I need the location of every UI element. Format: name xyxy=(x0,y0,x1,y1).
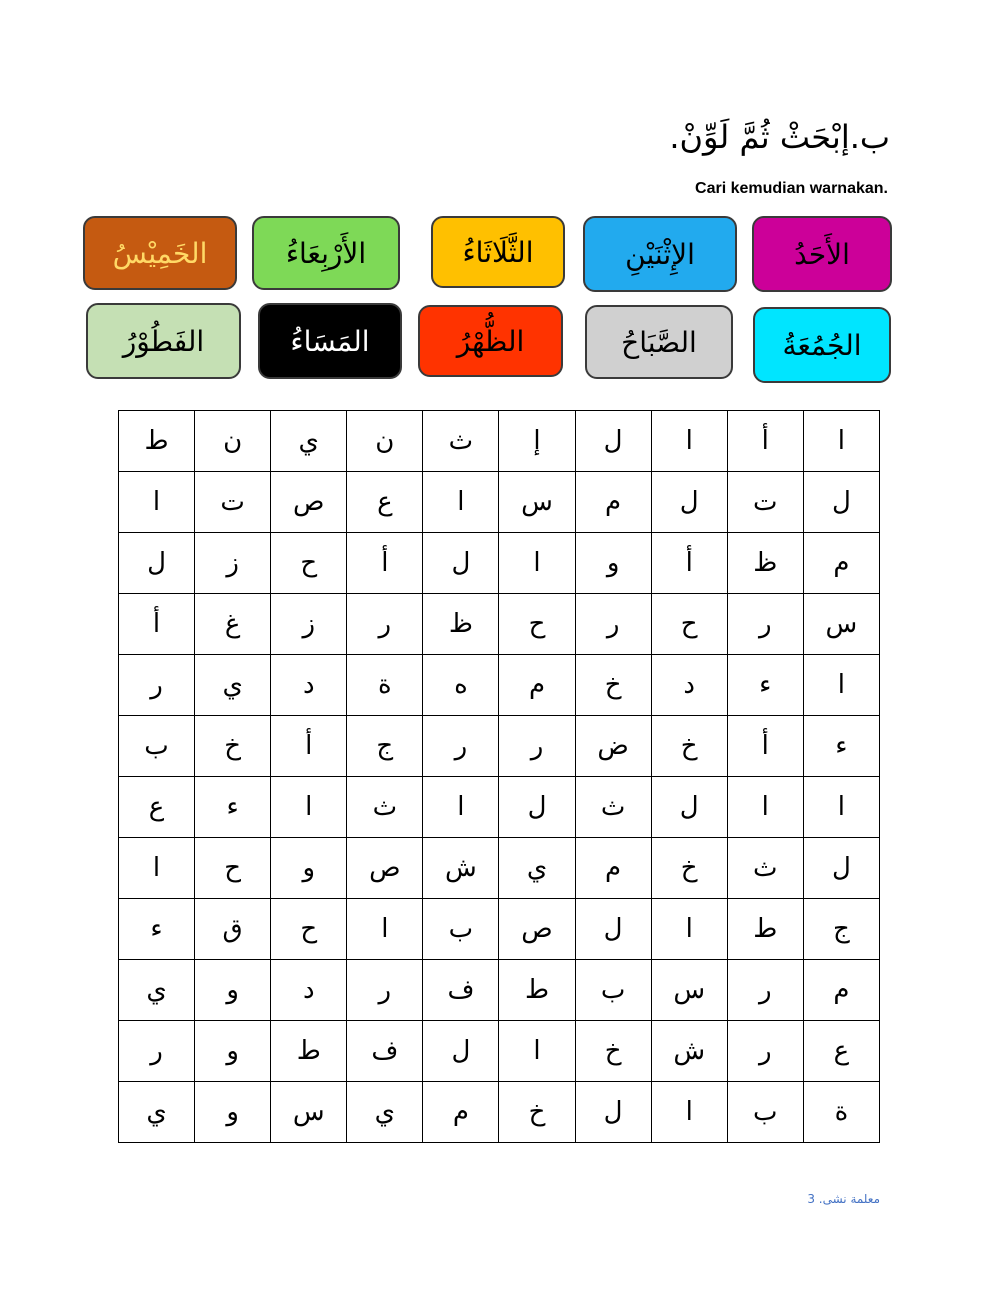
grid-cell[interactable]: م xyxy=(803,533,879,594)
word-label: الثَّلَاثَاءُ xyxy=(462,235,534,269)
grid-cell[interactable]: ر xyxy=(347,594,423,655)
grid-cell[interactable]: و xyxy=(575,533,651,594)
grid-cell[interactable]: ض xyxy=(575,716,651,777)
grid-cell[interactable]: ل xyxy=(651,777,727,838)
grid-row xyxy=(119,533,880,594)
grid-cell[interactable]: ح xyxy=(651,594,727,655)
grid-cell[interactable]: ج xyxy=(803,899,879,960)
grid-cell[interactable]: م xyxy=(499,655,575,716)
word-box-tengahari xyxy=(418,305,563,377)
grid-cell[interactable]: ع xyxy=(803,1021,879,1082)
word-box-isnin xyxy=(583,216,737,292)
grid-cell[interactable]: أ xyxy=(727,411,803,472)
grid-cell[interactable]: ز xyxy=(195,533,271,594)
grid-cell[interactable]: ا xyxy=(803,655,879,716)
grid-row xyxy=(119,777,880,838)
word-search-grid xyxy=(118,410,880,1143)
word-label: الأَرْبِعَاءُ xyxy=(285,236,367,270)
grid-cell[interactable]: ف xyxy=(347,1021,423,1082)
grid-cell[interactable]: س xyxy=(499,472,575,533)
grid-cell[interactable]: د xyxy=(651,655,727,716)
grid-cell[interactable]: ب xyxy=(575,960,651,1021)
word-label: الإِثْنَيْنِ xyxy=(625,237,695,271)
grid-cell[interactable]: ل xyxy=(651,472,727,533)
grid-cell[interactable]: ء xyxy=(803,716,879,777)
grid-cell[interactable]: ل xyxy=(423,533,499,594)
grid-cell[interactable]: خ xyxy=(575,1021,651,1082)
word-box-jumaat xyxy=(753,307,891,383)
grid-cell[interactable]: م xyxy=(575,838,651,899)
word-label: الخَمِيْسُ xyxy=(112,236,208,270)
word-box-ahad xyxy=(752,216,892,292)
grid-cell[interactable]: ح xyxy=(271,533,347,594)
grid-cell[interactable]: ر xyxy=(727,1021,803,1082)
grid-cell[interactable]: خ xyxy=(195,716,271,777)
grid-cell[interactable]: ل xyxy=(575,411,651,472)
grid-cell[interactable]: إ xyxy=(499,411,575,472)
grid-row xyxy=(119,472,880,533)
grid-cell[interactable]: ث xyxy=(423,411,499,472)
grid-cell[interactable]: خ xyxy=(575,655,651,716)
grid-cell[interactable]: ح xyxy=(499,594,575,655)
grid-cell[interactable]: خ xyxy=(499,1082,575,1143)
grid-cell[interactable]: ر xyxy=(727,960,803,1021)
grid-row xyxy=(119,838,880,899)
grid-cell[interactable]: و xyxy=(195,1021,271,1082)
word-label: الصَّبَاحُ xyxy=(621,325,697,359)
grid-cell[interactable]: ا xyxy=(803,777,879,838)
grid-cell[interactable]: ر xyxy=(499,716,575,777)
grid-cell[interactable]: ر xyxy=(119,1021,195,1082)
grid-cell[interactable]: ز xyxy=(271,594,347,655)
grid-cell[interactable]: ث xyxy=(347,777,423,838)
grid-cell[interactable]: ر xyxy=(347,960,423,1021)
grid-cell[interactable]: غ xyxy=(195,594,271,655)
grid-cell[interactable]: أ xyxy=(271,716,347,777)
grid-cell[interactable]: ر xyxy=(727,594,803,655)
word-label: الفَطُوْرُ xyxy=(122,324,205,358)
grid-cell[interactable]: ه xyxy=(423,655,499,716)
word-box-rabu xyxy=(252,216,400,290)
grid-cell[interactable]: ص xyxy=(271,472,347,533)
word-box-petang xyxy=(258,303,402,379)
grid-cell[interactable]: ط xyxy=(271,1021,347,1082)
grid-cell[interactable]: ط xyxy=(727,899,803,960)
grid-cell[interactable]: ث xyxy=(575,777,651,838)
grid-cell[interactable]: ي xyxy=(195,655,271,716)
grid-cell[interactable]: ب xyxy=(727,1082,803,1143)
grid-cell[interactable]: ب xyxy=(119,716,195,777)
grid-cell[interactable]: ا xyxy=(499,533,575,594)
grid-cell[interactable]: ظ xyxy=(423,594,499,655)
grid-cell[interactable]: س xyxy=(651,960,727,1021)
grid-cell[interactable]: أ xyxy=(347,533,423,594)
grid-cell[interactable]: ح xyxy=(271,899,347,960)
grid-row xyxy=(119,1021,880,1082)
grid-row xyxy=(119,960,880,1021)
word-label: الجُمُعَةُ xyxy=(782,328,862,362)
grid-cell[interactable]: ي xyxy=(119,960,195,1021)
grid-cell[interactable]: ة xyxy=(347,655,423,716)
grid-cell[interactable]: ا xyxy=(347,899,423,960)
grid-cell[interactable]: ل xyxy=(575,899,651,960)
word-label: المَسَاءُ xyxy=(290,324,370,358)
word-label: الظُّهْرُ xyxy=(456,324,525,358)
grid-cell[interactable]: س xyxy=(271,1082,347,1143)
grid-cell[interactable]: ل xyxy=(803,838,879,899)
grid-cell[interactable]: ع xyxy=(119,777,195,838)
grid-cell[interactable]: خ xyxy=(651,716,727,777)
grid-cell[interactable]: ن xyxy=(347,411,423,472)
grid-cell[interactable]: أ xyxy=(651,533,727,594)
exercise-title: ب.إبْحَثْ ثُمَّ لَوِّنْ. xyxy=(669,118,890,156)
grid-cell[interactable]: م xyxy=(803,960,879,1021)
grid-cell[interactable]: ح xyxy=(195,838,271,899)
grid-cell[interactable]: ن xyxy=(195,411,271,472)
grid-cell[interactable]: ا xyxy=(727,777,803,838)
grid-cell[interactable]: م xyxy=(575,472,651,533)
grid-cell[interactable]: د xyxy=(271,960,347,1021)
grid-cell[interactable]: ا xyxy=(651,1082,727,1143)
grid-cell[interactable]: ي xyxy=(347,1082,423,1143)
grid-cell[interactable]: ب xyxy=(423,899,499,960)
grid-cell[interactable]: و xyxy=(195,1082,271,1143)
grid-cell[interactable]: ا xyxy=(803,411,879,472)
grid-cell[interactable]: ظ xyxy=(727,533,803,594)
grid-cell[interactable]: ف xyxy=(423,960,499,1021)
grid-cell[interactable]: ا xyxy=(423,472,499,533)
grid-cell[interactable]: ل xyxy=(423,1021,499,1082)
grid-cell[interactable]: ر xyxy=(119,655,195,716)
grid-cell[interactable]: ل xyxy=(499,777,575,838)
grid-cell[interactable]: س xyxy=(803,594,879,655)
grid-cell[interactable]: ث xyxy=(727,838,803,899)
grid-cell[interactable]: ط xyxy=(119,411,195,472)
grid-cell[interactable]: ة xyxy=(803,1082,879,1143)
word-box-sarapan xyxy=(86,303,241,379)
grid-cell[interactable]: ا xyxy=(499,1021,575,1082)
grid-cell[interactable]: ا xyxy=(119,838,195,899)
grid-cell[interactable]: ر xyxy=(423,716,499,777)
grid-cell[interactable]: ي xyxy=(499,838,575,899)
grid-cell[interactable]: ل xyxy=(119,533,195,594)
grid-cell[interactable]: ء xyxy=(727,655,803,716)
grid-cell[interactable]: ل xyxy=(575,1082,651,1143)
grid-cell[interactable]: ق xyxy=(195,899,271,960)
grid-cell[interactable]: ج xyxy=(347,716,423,777)
grid-cell[interactable]: ر xyxy=(575,594,651,655)
grid-cell[interactable]: ا xyxy=(651,411,727,472)
grid-cell[interactable]: ي xyxy=(271,411,347,472)
grid-cell[interactable]: ص xyxy=(499,899,575,960)
word-box-pagi xyxy=(585,305,733,379)
footer-credit: 3 .معلمة نشى xyxy=(807,1192,880,1206)
grid-row xyxy=(119,411,880,472)
grid-cell[interactable]: خ xyxy=(651,838,727,899)
grid-cell[interactable]: ل xyxy=(803,472,879,533)
grid-cell[interactable]: ا xyxy=(119,472,195,533)
grid-cell[interactable]: و xyxy=(271,838,347,899)
grid-cell[interactable]: ط xyxy=(499,960,575,1021)
grid-cell[interactable]: ش xyxy=(651,1021,727,1082)
word-box-selasa xyxy=(431,216,565,288)
grid-row xyxy=(119,899,880,960)
grid-cell[interactable]: ت xyxy=(195,472,271,533)
grid-cell[interactable]: ص xyxy=(347,838,423,899)
grid-cell[interactable]: و xyxy=(195,960,271,1021)
grid-cell[interactable]: أ xyxy=(727,716,803,777)
grid-cell[interactable]: أ xyxy=(119,594,195,655)
grid-cell[interactable]: م xyxy=(423,1082,499,1143)
grid-cell[interactable]: ع xyxy=(347,472,423,533)
grid-cell[interactable]: د xyxy=(271,655,347,716)
word-box-khamis xyxy=(83,216,237,290)
grid-row xyxy=(119,1082,880,1143)
grid-row xyxy=(119,716,880,777)
grid-cell[interactable]: ش xyxy=(423,838,499,899)
grid-cell[interactable]: ء xyxy=(195,777,271,838)
exercise-instruction: Cari kemudian warnakan. xyxy=(695,180,888,197)
grid-cell[interactable]: ا xyxy=(271,777,347,838)
grid-row xyxy=(119,655,880,716)
grid-row xyxy=(119,594,880,655)
grid-cell[interactable]: ت xyxy=(727,472,803,533)
word-label: الأَحَدُ xyxy=(794,237,850,271)
grid-cell[interactable]: ء xyxy=(119,899,195,960)
grid-cell[interactable]: ا xyxy=(651,899,727,960)
grid-cell[interactable]: ي xyxy=(119,1082,195,1143)
grid-cell[interactable]: ا xyxy=(423,777,499,838)
